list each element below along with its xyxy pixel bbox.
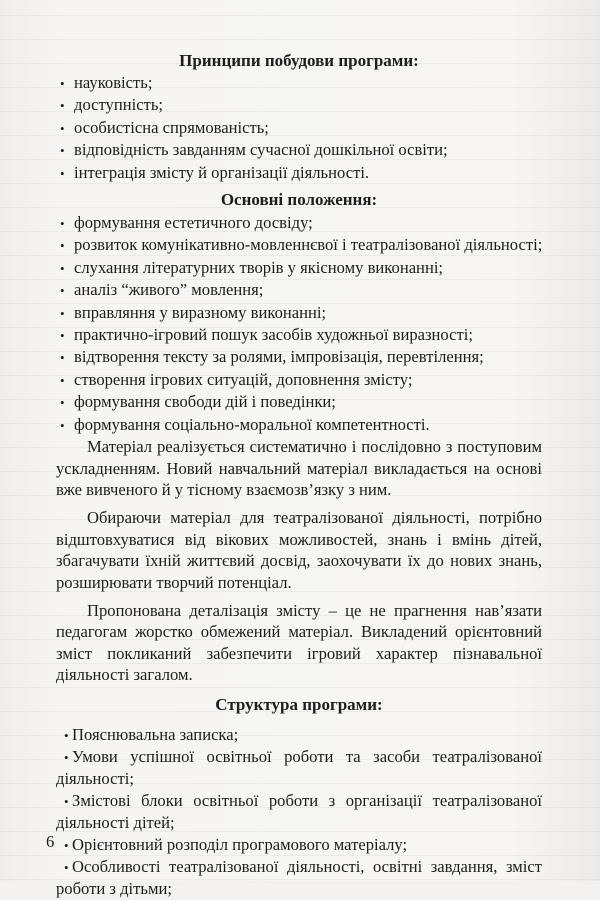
list-item: • слухання літературних творів у якісному виконанні; [56,257,542,279]
bullet-icon: • [60,76,65,91]
list-item: • Орієнтовний розподіл програмового матеріалу; [56,834,542,856]
list-item: • аналіз “живого” мовлення; [56,279,542,301]
bullet-icon: • [64,837,69,853]
bullet-icon: • [60,283,65,299]
bullet-icon: • [60,372,65,388]
list-item: • інтеграція змісту й організації діяльності. [56,162,542,184]
list-item: • доступність; [56,94,542,116]
bullet-icon: • [60,260,65,276]
list-item: • Умови успішної освітньої роботи та засоби театралізованої діяльності; [56,746,542,789]
bullet-icon: • [60,143,65,159]
list-item: • науковість; [56,72,542,94]
section-main-provisions [56,189,542,686]
list-item: • практично-ігровий пошук засобів художньої виразності; [56,324,542,346]
bullet-icon: • [60,216,65,232]
list-item: • Особливості театралізованої діяльності, освітні завдання, зміст роботи з дітьми; [56,857,542,899]
list-item: • формування соціально-моральної компетентності. [56,414,542,436]
list-item: • розвиток комунікативно-мовленнєвої і театралізованої діяльності; [56,234,542,256]
bullet-icon: • [64,749,69,765]
bullet-icon: • [60,395,65,411]
bullet-icon: • [60,417,65,433]
provisions-list [56,212,542,436]
section-title: Структура програми: [215,694,383,714]
list-item: • особистісна спрямованість; [56,117,542,139]
list-item: • формування естетичного досвіду; [56,212,542,234]
list-item: • Змістові блоки освітньої роботи з організації театралізованої діяльності дітей; [56,790,542,833]
page-number: 6 [46,832,55,851]
bullet-icon: • [60,98,65,114]
paragraph: Матеріал реалізується систематично і послідовно з поступовим ускладненням. Новий навчальний матеріал викладається на основі вже вивченого й у тісному взаємозв’язку з ним. [56,437,542,499]
bullet-icon: • [64,793,69,809]
bullet-icon: • [60,238,65,254]
section-program-structure [56,694,542,900]
list-item: • створення ігрових ситуацій, доповнення змісту; [56,369,542,391]
list-item: • відповідність завданням сучасної дошкільної освіти; [56,139,542,161]
list-item: • Пояснювальна записка; [56,724,542,746]
bullet-icon: • [60,120,65,136]
principles-list [56,72,542,184]
bullet-icon: • [60,328,65,344]
section-title: Основні положення: [220,190,378,210]
bullet-icon: • [64,727,69,743]
page-content [56,48,542,900]
paragraph: Пропонована деталізація змісту – це не прагнення нав’язати педагогам жорстко обмежений матеріал. Викладений орієнтовний зміст покликаний забезпечити ігровий характер пізнавальної діяльності загалом. [56,600,542,685]
bullet-icon: • [60,165,65,181]
list-item: • відтворення тексту за ролями, імпровізація, перевтілення; [56,346,542,368]
structure-list [56,724,542,900]
bullet-icon: • [64,860,69,875]
paragraph: Обираючи матеріал для театралізованої діяльності, потрібно відштовхуватися від вікових можливостей, знань і вмінь дітей, збагачувати їхній життєвий досвід, заохочувати їх до нових знань, розширювати творчий потенціал. [56,508,542,592]
list-item: • формування свободи дій і поведінки; [56,391,542,413]
bullet-icon: • [60,305,65,321]
section-principles [56,50,542,184]
list-item: • вправляння у виразному виконанні; [56,302,542,324]
bullet-icon: • [60,350,65,366]
section-title: Принципи побудови програми: [179,51,419,70]
